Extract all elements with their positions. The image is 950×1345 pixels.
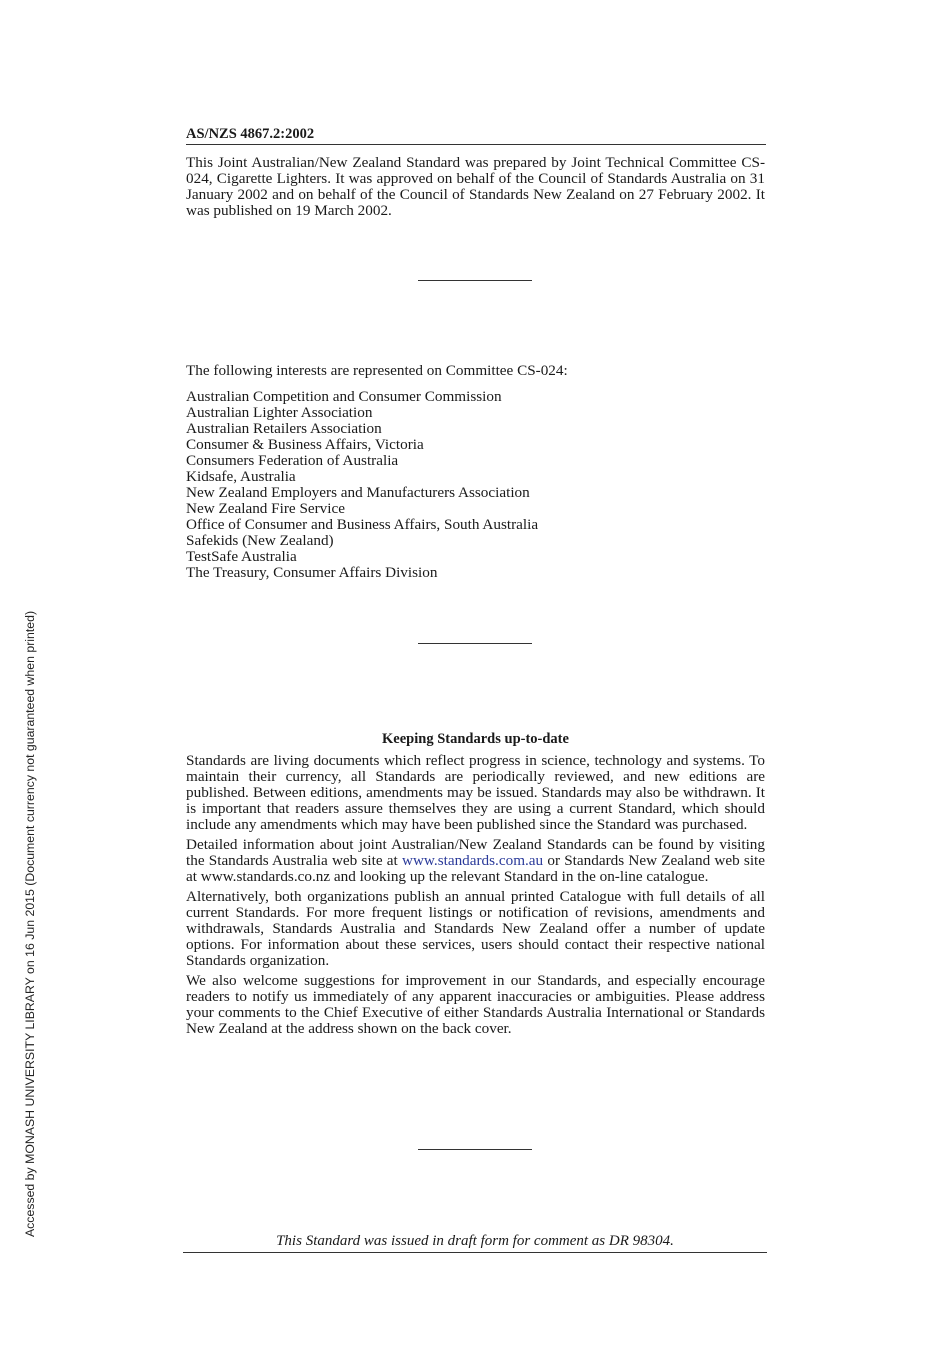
committee-member: New Zealand Fire Service (186, 500, 345, 517)
committee-member: New Zealand Employers and Manufacturers Association (186, 484, 530, 501)
committee-member: Australian Competition and Consumer Commission (186, 388, 502, 405)
page-header (186, 125, 766, 145)
standards-australia-link[interactable]: www.standards.com.au (401, 852, 544, 869)
committee-member: Consumers Federation of Australia (186, 452, 399, 469)
draft-note: This Standard was issued in draft form for comment as DR 98304. (276, 1233, 674, 1249)
committee-member: TestSafe Australia (186, 548, 297, 565)
access-watermark-text: Accessed by MONASH UNIVERSITY LIBRARY on 16 Jun 2015 (Document currency not guaranteed when printed) (23, 610, 37, 1238)
body-text: Detailed information about joint Australian/New Zealand Standards can be found by visiting the Standards Australia web site at (186, 836, 765, 869)
intro-paragraph: This Joint Australian/New Zealand Standard was prepared by Joint Technical Committee CS-024, Cigarette Lighters. It was approved on behalf of the Council of Standards Australia on 31 January 2002 and on behalf of the Council of Standards New Zealand on 27 February 2002. It was published on 19 March 2002. (186, 154, 765, 219)
section-heading: Keeping Standards up-to-date (382, 731, 569, 747)
separator-rule (418, 1149, 532, 1150)
committee-member: Kidsafe, Australia (186, 468, 296, 485)
committee-member: Australian Lighter Association (186, 404, 373, 421)
committee-member: Consumer & Business Affairs, Victoria (186, 436, 424, 453)
body-text: or Standards New Zealand web site at www.standards.co.nz and looking up the relevant Standard in the on-line catalogue. (186, 852, 766, 885)
page-footer (183, 1232, 767, 1253)
body-paragraph: Standards are living documents which reflect progress in science, technology and systems. To maintain their currency, all Standards are periodically reviewed, and new editions are published. Between editions, amendments may be issued. Standards may also be withdrawn. It is important that readers assure themselves they are using a current Standard, which should include any amendments which may have been published since the Standard was purchased. (186, 752, 765, 833)
separator-rule (418, 280, 532, 281)
committee-section (186, 363, 765, 581)
committee-member: Safekids (New Zealand) (186, 532, 334, 549)
separator-rule (418, 643, 532, 644)
committee-member: Australian Retailers Association (186, 420, 382, 437)
body-paragraph (186, 837, 765, 885)
committee-member: Office of Consumer and Business Affairs, South Australia (186, 516, 539, 533)
committee-member: The Treasury, Consumer Affairs Division (186, 564, 438, 581)
keeping-standards-section (186, 731, 765, 1041)
standard-designation: AS/NZS 4867.2:2002 (186, 126, 315, 142)
body-paragraph: Alternatively, both organizations publish an annual printed Catalogue with full details of all current Standards. For more frequent listings or notification of revisions, amendments and withdrawals, Standards Australia and Standards New Zealand offer a number of update options. For information about these services, users should contact their respective national Standards organization. (186, 888, 765, 969)
committee-lead: The following interests are represented on Committee CS-024: (186, 362, 568, 379)
body-paragraph: We also welcome suggestions for improvement in our Standards, and especially encourage readers to notify us immediately of any apparent inaccuracies or ambiguities. Please address your comments to the Chief Executive of either Standards Australia International or Standards New Zealand at the address shown on the back cover. (186, 972, 765, 1037)
committee-member-list (186, 389, 765, 581)
